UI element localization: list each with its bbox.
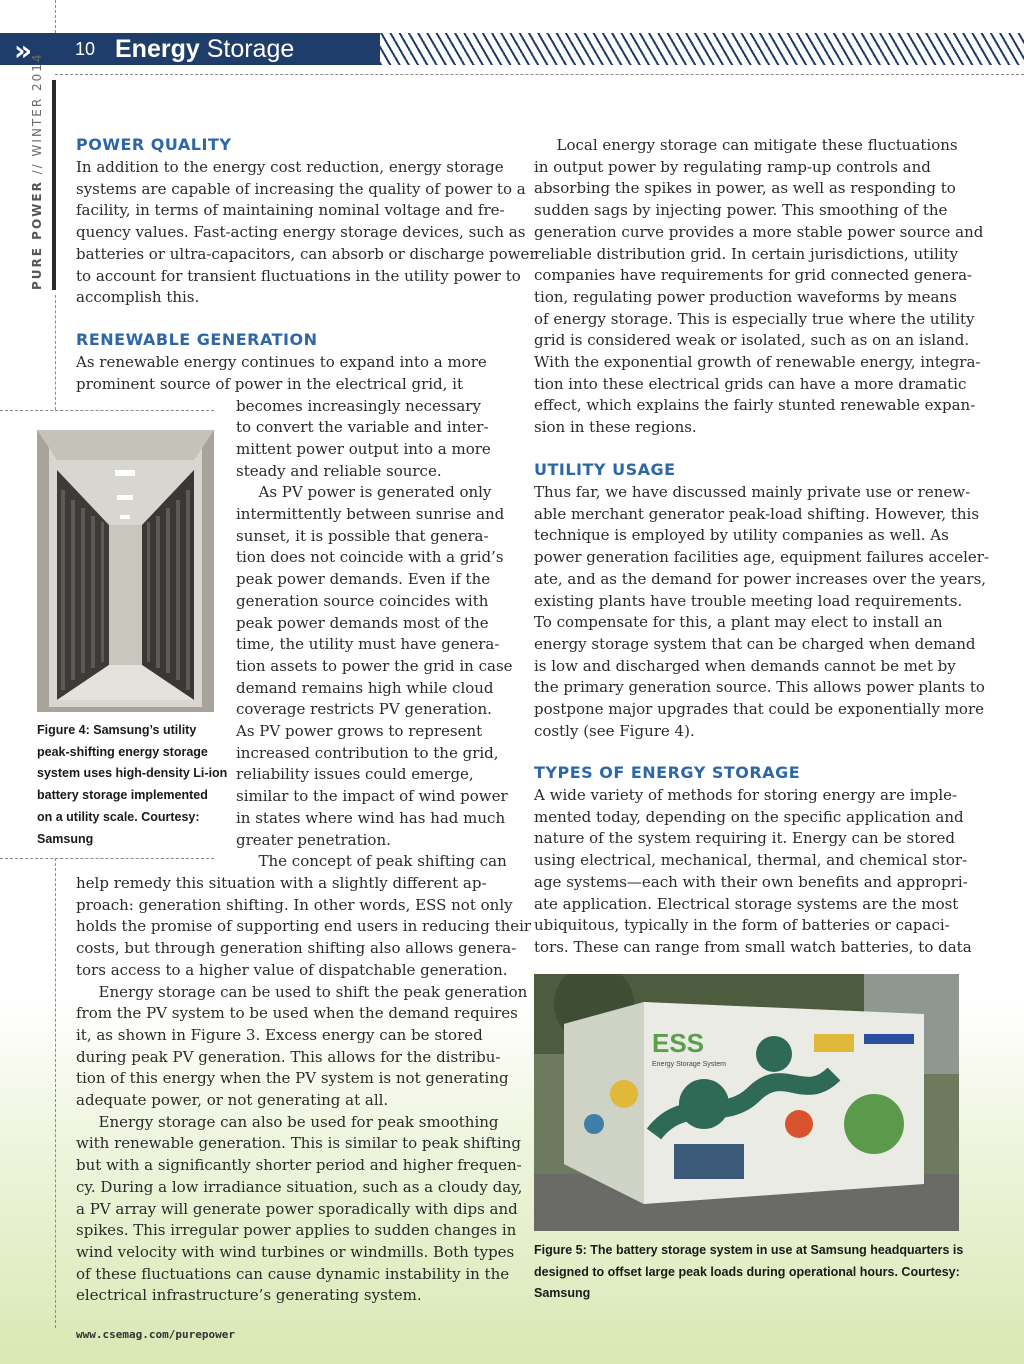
caption-line: Figure 5: The battery storage system in use at Samsung headquarters is [534,1243,964,1257]
text-line: coverage restricts PV generation. [236,700,492,719]
text-line: absorbing the spikes in power, as well as responding to [534,179,956,198]
text-line: but with a significantly shorter period and higher frequen- [76,1156,522,1175]
side-tab [52,80,56,290]
text-line: As PV power is generated only [236,483,492,502]
caption-line: designed to offset large peak loads during operational hours. Courtesy: [534,1264,960,1279]
text-line: wind velocity with wind turbines or windmills. Both types [76,1242,515,1261]
text-line: steady and reliable source. [236,461,442,480]
text-line: cy. During a low irradiance situation, such as a cloudy day, [76,1177,523,1196]
text-line: peak power demands. Even if the [236,570,491,589]
text-line: using electrical, mechanical, thermal, and chemical stor- [534,851,968,870]
text-line: proach: generation shifting. In other words, ESS not only [76,895,513,914]
header-divider [55,74,1024,75]
text-line: able merchant generator peak-load shifting. However, this [534,504,980,523]
text-line: is low and discharged when demands cannot be met by [534,656,956,675]
text-line: increased contribution to the grid, [236,743,499,762]
text-line: time, the utility must have genera- [236,635,500,654]
text-line: tion of this energy when the PV system is not generating [76,1069,509,1088]
text-line: costs, but through generation shifting also allows genera- [76,939,517,958]
text-line: technique is employed by utility companies as well. As [534,526,949,545]
caption-line: Figure 4: Samsung’s utility [37,723,197,737]
margin-rule-lower [55,858,56,1328]
text-line: facility, in terms of maintaining nominal voltage and fre- [76,201,505,220]
text-line: systems are capable of increasing the quality of power to a [76,179,526,198]
text-line: generation curve provides a more stable power source and [534,222,984,241]
text-line: electrical infrastructure’s generating system. [76,1286,422,1305]
text-line: sudden sags by injecting power. This smoothing of the [534,201,948,220]
margin-rule-top [55,0,56,33]
figure4-image [37,430,214,712]
figure4-rule-bottom [0,858,214,859]
text-line: companies have requirements for grid connected genera- [534,266,973,285]
text-line: existing plants have trouble meeting load requirements. [534,591,963,610]
text-line: help remedy this situation with a slightly different ap- [76,874,487,892]
text-line: nature of the system requiring it. Energy can be stored [534,829,955,848]
text-line: in states where wind has had much [236,808,506,827]
text-line: reliable distribution grid. In certain jurisdictions, utility [534,244,959,263]
text-line: As PV power grows to represent [236,722,483,740]
text-line: costly (see Figure 4). [534,721,695,740]
text-line: the primary generation source. This allows power plants to [534,678,985,697]
text-line: similar to the impact of wind power [236,787,508,806]
text-line: The concept of peak shifting can [236,852,507,871]
heading-renewable-generation: RENEWABLE GENERATION [76,330,318,349]
text-line: quency values. Fast-acting energy storage devices, such as [76,223,526,242]
text-line: adequate power, or not generating at all. [76,1091,389,1109]
text-line: of these fluctuations can cause dynamic instability in the [76,1264,510,1283]
margin-rule-upper [55,295,56,410]
text-line: sunset, it is possible that genera- [236,526,489,545]
heading-power-quality: POWER QUALITY [76,135,232,154]
text-line: becomes increasingly necessary [236,396,481,415]
heading-utility-usage: UTILITY USAGE [534,460,676,479]
text-line: To compensate for this, a plant may elect to install an [534,613,943,632]
text-line: Energy storage can also be used for peak smoothing [76,1112,499,1131]
text-line: in output power by regulating ramp-up controls and [534,157,931,176]
caption-line: system uses high-density Li-ion [37,766,228,781]
text-line: As renewable energy continues to expand into a more [76,353,487,371]
text-line: demand remains high while cloud [236,678,494,697]
side-label-brand: PURE POWER [30,180,44,290]
text-line: with renewable generation. This is similar to peak shifting [76,1134,521,1153]
caption-line: Samsung [37,831,94,846]
text-line: holds the promise of supporting end users in reducing their [76,917,532,936]
text-line: intermittently between sunrise and [236,505,505,523]
ess-logo-subtext: Energy Storage System [652,1061,726,1068]
text-line: tion assets to power the grid in case [236,656,513,675]
text-line: a PV array will generate power sporadically with dips and [76,1199,518,1218]
text-line: Energy storage can be used to shift the peak generation [76,982,528,1001]
text-line: mented today, depending on the specific application and [534,807,964,826]
text-line: energy storage system that can be charged when demand [534,634,976,653]
text-line: from the PV system to be used when the demand requires [76,1004,518,1023]
text-line: Local energy storage can mitigate these fluctuations [534,136,958,154]
footer-url: www.csemag.com/purepower [76,1328,235,1341]
text-line: tors access to a higher value of dispatchable generation. [76,960,508,979]
text-line: to convert the variable and inter- [236,418,489,437]
heading-types-of-energy-storage: TYPES OF ENERGY STORAGE [534,763,801,782]
caption-line: on a utility scale. Courtesy: [37,809,200,824]
page-title [115,33,294,65]
text-line: ate, and as the demand for power increases over the years, [534,569,987,588]
text-line: tion does not coincide with a grid’s [236,548,504,567]
side-label-issue: // WINTER 2014 [30,52,44,181]
text-line: sion in these regions. [534,418,697,437]
text-line: A wide variety of methods for storing energy are imple- [534,786,958,804]
text-line: Thus far, we have discussed mainly private use or renew- [534,483,971,501]
text-line: of energy storage. This is especially true where the utility [534,309,975,328]
text-line: ubiquitous, typically in the form of batteries or capaci- [534,916,950,935]
caption-line: battery storage implemented [37,788,208,803]
text-line: reliability issues could emerge, [236,765,474,784]
page-number: 10 [75,39,96,59]
text-line: batteries or ultra-capacitors, can absorb or discharge power [76,244,537,263]
text-line: accomplish this. [76,288,200,307]
text-line: effect, which explains the fairly stunted renewable expan- [534,396,976,415]
text-line: ate application. Electrical storage systems are the most [534,894,959,913]
title-bold: Energy [115,35,200,63]
text-line: prominent source of power in the electrical grid, it [76,374,464,393]
text-line: to account for transient fluctuations in the utility power to [76,266,521,285]
text-line: power generation facilities age, equipment failures acceler- [534,548,990,567]
ess-logo-text: ESS [652,1028,705,1058]
text-line: peak power demands most of the [236,613,489,632]
text-line: generation source coincides with [236,591,489,610]
text-line: tion into these electrical grids can have a more dramatic [534,374,967,393]
header-hatch-pattern [380,33,1024,65]
text-line: With the exponential growth of renewable energy, integra- [534,353,981,371]
text-line: it, as shown in Figure 3. Excess energy can be stored [76,1025,483,1044]
caption-line: peak-shifting energy storage [37,744,208,759]
figure4-rule-top [0,410,214,411]
double-chevron-icon: » [14,34,27,67]
caption-line: Samsung [534,1286,591,1301]
title-light: Storage [199,35,295,63]
text-line: age systems—each with their own benefits and appropri- [534,872,968,891]
text-line: grid is considered weak or isolated, such as on an island. [534,331,970,350]
figure5-image [534,974,959,1231]
text-line: mittent power output into a more [236,439,491,458]
side-label [30,52,44,290]
text-line: tion, regulating power production waveforms by means [534,287,957,306]
text-line: tors. These can range from small watch batteries, to data [534,937,972,956]
text-line: postpone major upgrades that could be exponentially more [534,700,985,718]
text-line: during peak PV generation. This allows for the distribu- [76,1047,501,1066]
text-line: spikes. This irregular power applies to sudden changes in [76,1221,517,1240]
text-line: greater penetration. [236,830,391,849]
text-line: In addition to the energy cost reduction, energy storage [76,158,504,176]
